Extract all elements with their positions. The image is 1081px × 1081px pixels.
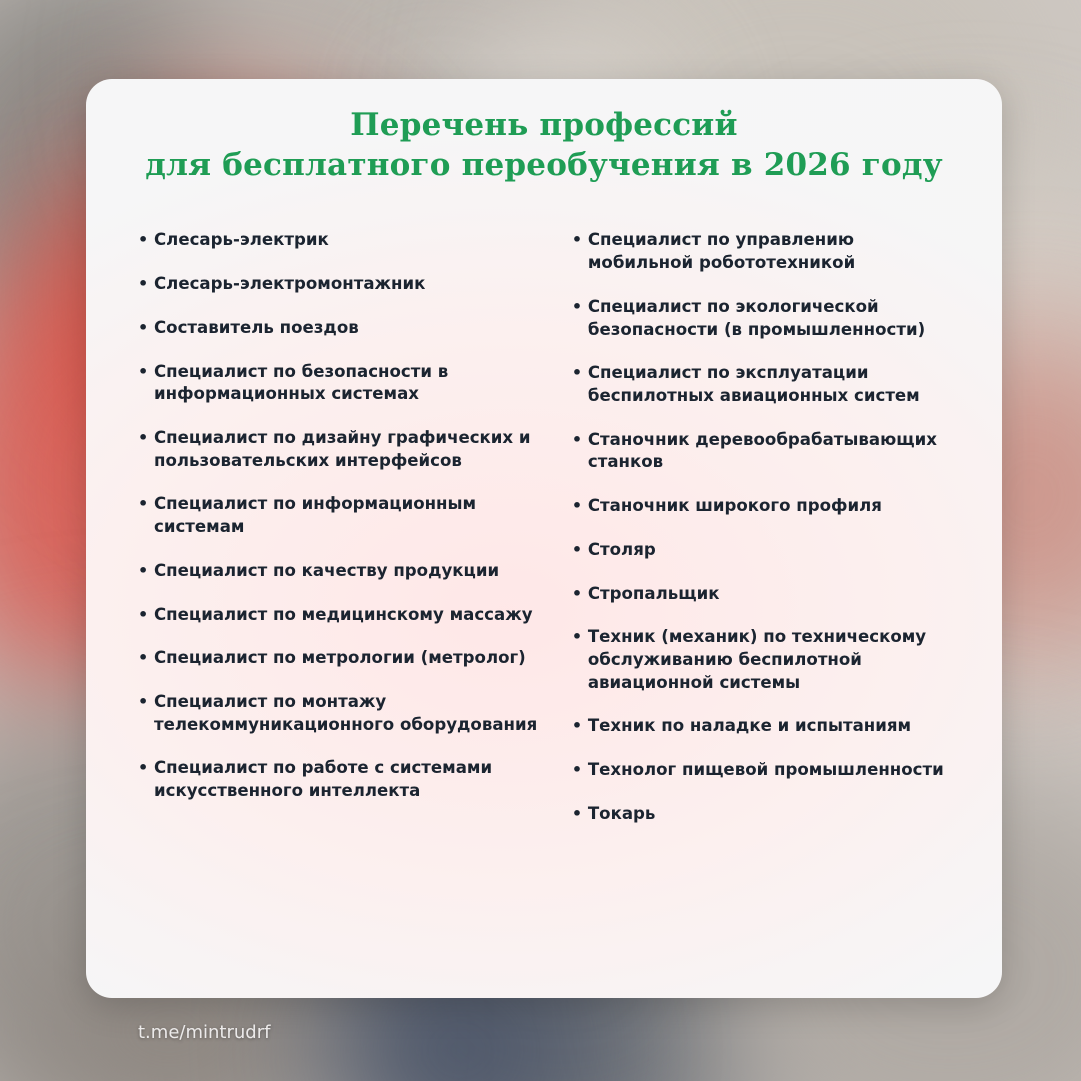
list-item: • Специалист по монтажу телекоммуникационного оборудования bbox=[138, 691, 538, 736]
list-item: • Стропальщик bbox=[572, 583, 962, 606]
profession-list-left bbox=[138, 229, 538, 803]
list-item: • Слесарь-электромонтажник bbox=[138, 273, 538, 296]
profession-list-right bbox=[572, 229, 962, 825]
left-column bbox=[138, 229, 538, 846]
channel-handle: t.me/mintrudrf bbox=[138, 1022, 271, 1043]
list-item: • Специалист по качеству продукции bbox=[138, 560, 538, 583]
page-title-line-2: для бесплатного переобучения в 2026 году bbox=[145, 146, 943, 183]
list-item: • Технолог пищевой промышленности bbox=[572, 759, 962, 782]
list-item: • Специалист по дизайну графических и пользовательских интерфейсов bbox=[138, 427, 538, 472]
list-item: • Станочник широкого профиля bbox=[572, 495, 962, 518]
list-item: • Столяр bbox=[572, 539, 962, 562]
list-item: • Станочник деревообрабатывающих станков bbox=[572, 429, 962, 474]
list-item: • Составитель поездов bbox=[138, 317, 538, 340]
list-item: • Техник по наладке и испытаниям bbox=[572, 715, 962, 738]
page-title bbox=[86, 79, 1002, 185]
profession-columns bbox=[86, 185, 1002, 846]
list-item: • Токарь bbox=[572, 803, 962, 826]
list-item: • Специалист по работе с системами искусственного интеллекта bbox=[138, 757, 538, 802]
list-item: • Специалист по управлению мобильной робототехникой bbox=[572, 229, 962, 274]
list-item: • Специалист по метрологии (метролог) bbox=[138, 647, 538, 670]
page-title-line-1: Перечень профессий bbox=[350, 107, 738, 143]
list-item: • Техник (механик) по техническому обслуживанию беспилотной авиационной системы bbox=[572, 626, 962, 694]
list-item: • Специалист по эксплуатации беспилотных авиационных систем bbox=[572, 362, 962, 407]
list-item: • Специалист по информационным системам bbox=[138, 493, 538, 538]
list-item: • Слесарь-электрик bbox=[138, 229, 538, 252]
list-item: • Специалист по медицинскому массажу bbox=[138, 604, 538, 627]
info-card bbox=[86, 79, 1002, 998]
list-item: • Специалист по экологической безопасности (в промышленности) bbox=[572, 296, 962, 341]
list-item: • Специалист по безопасности в информационных системах bbox=[138, 361, 538, 406]
right-column bbox=[562, 229, 962, 846]
